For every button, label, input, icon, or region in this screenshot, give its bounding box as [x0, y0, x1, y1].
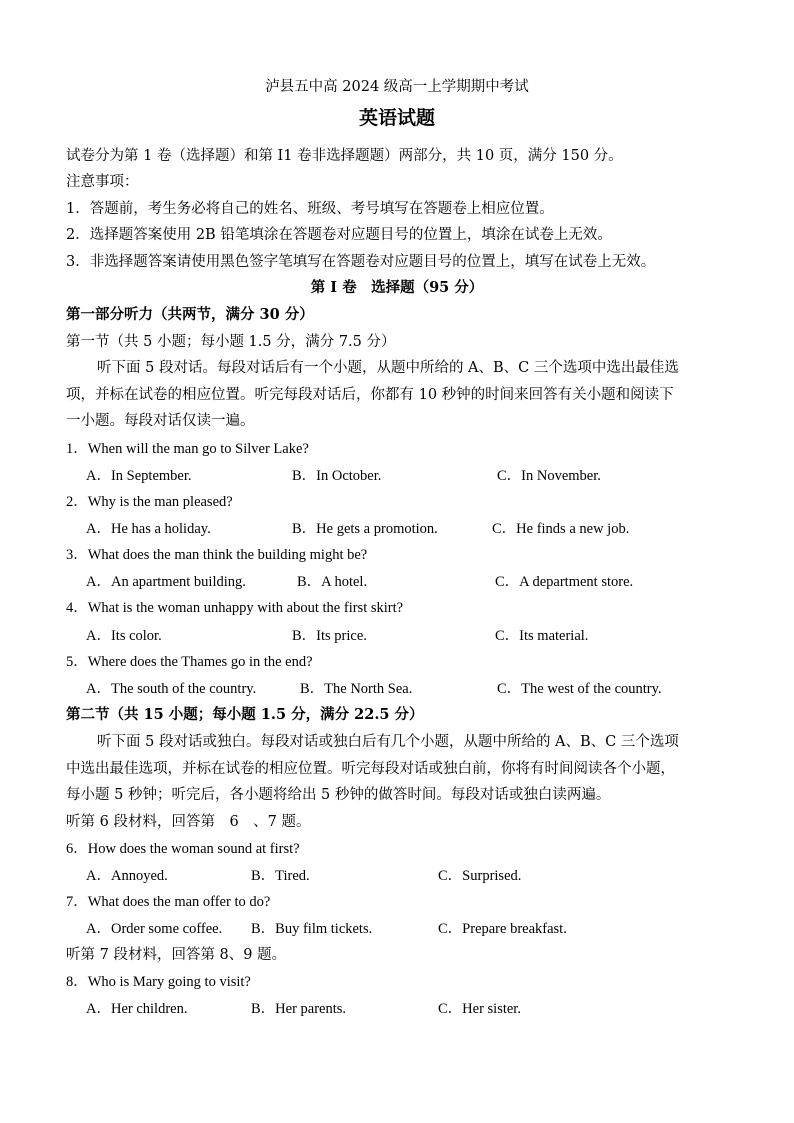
- section2-instructions: 听下面 5 段对话或独白。每段对话或独白后有几个小题，从题中所给的 A、B、C 三个选项: [97, 734, 679, 750]
- option-c: C．Her sister.: [438, 1001, 521, 1017]
- material-heading: 听第 7 段材料，回答第 8、9 题。: [66, 947, 287, 963]
- question-stem: 4．What is the woman unhappy with about the first skirt?: [66, 600, 404, 616]
- option-a: A．Order some coffee.: [86, 921, 223, 937]
- question-stem: 6．How does the woman sound at first?: [66, 841, 300, 857]
- option-c: C．In November.: [497, 468, 601, 484]
- option-c: C．Prepare breakfast.: [438, 921, 567, 937]
- material-heading: 听第 6 段材料，回答第 6 、7 题。: [66, 814, 311, 830]
- section1-instructions: 一小题。每段对话仅读一遍。: [66, 413, 255, 429]
- option-b: B．Buy film tickets.: [251, 921, 373, 937]
- option-a: A．Her children.: [86, 1001, 188, 1017]
- section1-instructions: 项，并标在试卷的相应位置。听完每段对话后，你都有 10 秒钟的时间来回答有关小题和阅读下: [66, 387, 674, 403]
- note-item: 2．选择题答案使用 2B 铅笔填涂在答题卷对应题目号的位置上，填涂在试卷上无效。: [66, 227, 612, 243]
- option-c: C．Surprised.: [438, 868, 522, 884]
- option-a: A．Annoyed.: [86, 868, 168, 884]
- option-a: A．The south of the country.: [86, 681, 257, 697]
- option-a: A．Its color.: [86, 628, 162, 644]
- section2-heading: 第二节（共 15 小题；每小题 1.5 分，满分 22.5 分）: [66, 706, 424, 723]
- page-title: 英语试题: [358, 107, 435, 129]
- question-stem: 3．What does the man think the building might be?: [66, 547, 368, 563]
- question-stem: 8．Who is Mary going to visit?: [66, 974, 251, 990]
- note-item: 3．非选择题答案请使用黑色签字笔填写在答题卷对应题目号的位置上，填写在试卷上无效。: [66, 254, 656, 270]
- question-stem: 5．Where does the Thames go in the end?: [66, 654, 313, 670]
- exam-description: 试卷分为第 1 卷（选择题）和第 I1 卷非选择题题）两部分，共 10 页，满分 150 分。: [66, 148, 623, 164]
- volume-heading: 第 I 卷 选择题（95 分）: [310, 279, 484, 296]
- question-stem: 1．When will the man go to Silver Lake?: [66, 441, 309, 457]
- option-b: B．A hotel.: [297, 574, 368, 590]
- section2-instructions: 每小题 5 秒钟；听完后，各小题将给出 5 秒钟的做答时间。每段对话或独白读两遍。: [66, 787, 611, 803]
- option-a: A．He has a holiday.: [86, 521, 211, 537]
- option-b: B．Its price.: [292, 628, 367, 644]
- option-b: B．He gets a promotion.: [292, 521, 438, 537]
- section2-instructions: 中选出最佳选项，并标在试卷的相应位置。听完每段对话或独白前，你将有时间阅读各个小题，: [66, 761, 675, 777]
- option-b: B．Tired.: [251, 868, 310, 884]
- option-c: C．A department store.: [495, 574, 634, 590]
- section1-instructions: 听下面 5 段对话。每段对话后有一个小题，从题中所给的 A、B、C 三个选项中选出最佳选: [97, 360, 679, 376]
- section1-heading: 第一节（共 5 小题；每小题 1.5 分，满分 7.5 分）: [66, 334, 396, 350]
- note-item: 1．答题前，考生务必将自己的姓名、班级、考号填写在答题卷上相应位置。: [66, 201, 554, 217]
- option-b: B．In October.: [292, 468, 382, 484]
- option-a: A．In September.: [86, 468, 192, 484]
- school-exam-line: 泸县五中高 2024 级高一上学期期中考试: [265, 79, 529, 95]
- option-b: B．The North Sea.: [300, 681, 413, 697]
- part1-heading: 第一部分听力（共两节，满分 30 分）: [66, 306, 314, 323]
- option-b: B．Her parents.: [251, 1001, 347, 1017]
- option-c: C．Its material.: [495, 628, 589, 644]
- notes-heading: 注意事项：: [66, 174, 139, 190]
- question-stem: 7．What does the man offer to do?: [66, 894, 271, 910]
- option-c: C．The west of the country.: [497, 681, 662, 697]
- option-a: A．An apartment building.: [86, 574, 246, 590]
- question-stem: 2．Why is the man pleased?: [66, 494, 233, 510]
- option-c: C．He finds a new job.: [492, 521, 630, 537]
